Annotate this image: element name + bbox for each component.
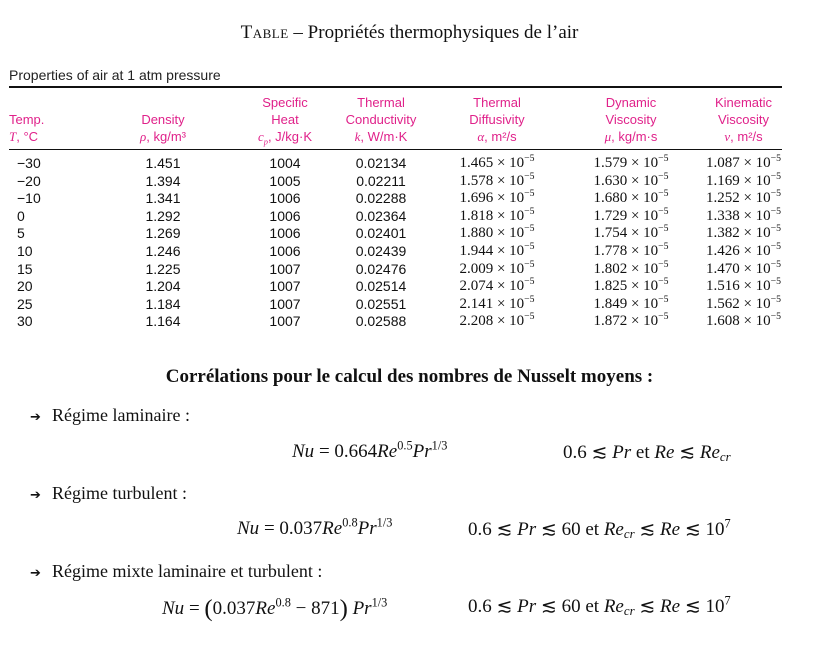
cell-k: 0.02401 bbox=[355, 225, 407, 242]
header-symbol: c bbox=[257, 129, 264, 144]
header-line: Conductivity bbox=[345, 112, 417, 127]
cell-mu: $1.872 \times 10^{-5}$ bbox=[593, 311, 669, 330]
cell-mu: $1.778 \times 10^{-5}$ bbox=[593, 240, 669, 259]
header-symbol: k bbox=[354, 129, 361, 144]
cond-high: 10 bbox=[705, 519, 725, 540]
cell-mu: $1.630 \times 10^{-5}$ bbox=[593, 170, 669, 189]
cell-mu: $1.680 \times 10^{-5}$ bbox=[593, 188, 669, 207]
bullet-label: Régime laminaire : bbox=[52, 405, 190, 425]
cell-cp: 1007 bbox=[269, 278, 301, 295]
cell-rho: 1.341 bbox=[145, 190, 181, 207]
header-line: Viscosity bbox=[605, 112, 657, 127]
cell-alpha: $1.696 \times 10^{-5}$ bbox=[459, 188, 535, 207]
cell-cp: 1007 bbox=[269, 295, 301, 312]
bullet-turbulent bbox=[30, 483, 187, 504]
header-unit: , m²/s bbox=[484, 129, 517, 144]
cell-k: 0.02514 bbox=[355, 278, 407, 295]
cond-low: 0.6 bbox=[468, 596, 492, 617]
header-symbol: μ bbox=[604, 129, 612, 144]
cell-cp: 1007 bbox=[269, 313, 301, 330]
header-symbol: T bbox=[9, 129, 17, 144]
arrow-icon: ➔ bbox=[30, 488, 41, 503]
cell-cp: 1006 bbox=[269, 190, 301, 207]
header-unit: , W/m·K bbox=[360, 129, 408, 144]
cond-low: 0.6 bbox=[563, 442, 587, 463]
cell-t: 25 bbox=[17, 295, 33, 312]
cond-high: 10 bbox=[705, 596, 725, 617]
cell-alpha: $2.074 \times 10^{-5}$ bbox=[459, 276, 535, 295]
arrow-icon: ➔ bbox=[30, 566, 41, 581]
cell-k: 0.02551 bbox=[355, 295, 407, 312]
cell-nu: $1.087 \times 10^{-5}$ bbox=[705, 153, 782, 171]
header-line: Thermal bbox=[473, 95, 521, 110]
table-row bbox=[9, 313, 782, 331]
page-title bbox=[0, 22, 819, 44]
cell-mu: $1.754 \times 10^{-5}$ bbox=[593, 223, 669, 242]
bullet-label: Régime mixte laminaire et turbulent : bbox=[52, 561, 323, 581]
equation-laminar: $Nu = 0.664Re^{0.5}Pr^{1/3}$ bbox=[292, 438, 448, 462]
header-unit: , kg/m·s bbox=[611, 129, 658, 144]
cond-et: et bbox=[631, 442, 655, 463]
condition-turbulent: 0.6 ≲ Pr ≲ 60 et Recr ≲ Re ≲ $10^7$ bbox=[468, 516, 731, 541]
cond-mid: 60 bbox=[561, 596, 581, 617]
cell-alpha: $2.208 \times 10^{-5}$ bbox=[459, 311, 535, 330]
cell-t: 5 bbox=[17, 225, 25, 242]
cell-mu: $1.802 \times 10^{-5}$ bbox=[593, 258, 669, 277]
header-symbol: ν bbox=[724, 129, 731, 144]
cell-alpha: $1.578 \times 10^{-5}$ bbox=[459, 170, 535, 189]
cond-high-exp: 7 bbox=[724, 593, 731, 608]
cell-t: 0 bbox=[17, 207, 25, 224]
header-line: Density bbox=[141, 112, 185, 127]
condition-mixed: 0.6 ≲ Pr ≲ 60 et Recr ≲ Re ≲ $10^7$ bbox=[468, 593, 731, 618]
cell-cp: 1006 bbox=[269, 225, 301, 242]
cell-cp: 1007 bbox=[269, 260, 301, 277]
cell-t: −30 bbox=[17, 155, 41, 171]
header-line: Heat bbox=[271, 112, 299, 127]
cell-t: −20 bbox=[17, 172, 41, 189]
cell-k: 0.02134 bbox=[355, 155, 407, 171]
table-caption: Properties of air at 1 atm pressure bbox=[9, 67, 221, 83]
cell-nu: $1.516 \times 10^{-5}$ bbox=[705, 276, 782, 295]
coef: 0.664 bbox=[334, 441, 378, 462]
cell-k: 0.02439 bbox=[355, 242, 407, 259]
bullet-mixed bbox=[30, 561, 322, 582]
cell-alpha: $1.944 \times 10^{-5}$ bbox=[459, 240, 535, 259]
table-header-row bbox=[9, 94, 782, 149]
cell-alpha: $2.009 \times 10^{-5}$ bbox=[459, 258, 535, 277]
cell-rho: 1.246 bbox=[145, 242, 181, 259]
cond-high-exp: 7 bbox=[724, 516, 731, 531]
cell-k: 0.02588 bbox=[355, 313, 407, 330]
cell-cp: 1006 bbox=[269, 207, 301, 224]
equation-turbulent: $Nu = 0.037Re^{0.8}Pr^{1/3}$ bbox=[237, 515, 393, 539]
cell-alpha: $2.141 \times 10^{-5}$ bbox=[459, 293, 535, 312]
header-subscript: p bbox=[263, 136, 268, 147]
cell-mu: $1.849 \times 10^{-5}$ bbox=[593, 293, 669, 312]
pr-exponent: 1/3 bbox=[371, 595, 388, 610]
column-header bbox=[9, 94, 81, 149]
column-header bbox=[557, 94, 705, 149]
cell-alpha: $1.818 \times 10^{-5}$ bbox=[459, 205, 535, 224]
pr-exponent: 1/3 bbox=[376, 515, 393, 530]
cell-nu: $1.608 \times 10^{-5}$ bbox=[705, 311, 782, 330]
cell-nu: $1.470 \times 10^{-5}$ bbox=[705, 258, 782, 277]
cell-nu: $1.169 \times 10^{-5}$ bbox=[705, 170, 782, 189]
cell-k: 0.02476 bbox=[355, 260, 407, 277]
arrow-icon: ➔ bbox=[30, 410, 41, 425]
cell-cp: 1004 bbox=[269, 155, 301, 171]
header-unit: , J/kg·K bbox=[267, 129, 313, 144]
cell-mu: $1.729 \times 10^{-5}$ bbox=[593, 205, 669, 224]
title-prefix: Table bbox=[240, 22, 289, 43]
header-line: Diffusivity bbox=[469, 112, 525, 127]
cond-et: et bbox=[580, 596, 604, 617]
cell-t: −10 bbox=[17, 190, 41, 207]
header-line: Viscosity bbox=[717, 112, 770, 127]
header-symbol: ρ bbox=[140, 129, 147, 144]
cell-k: 0.02288 bbox=[355, 190, 407, 207]
column-header bbox=[245, 94, 325, 149]
coef: 0.037 bbox=[212, 598, 256, 619]
table-body bbox=[9, 149, 782, 331]
header-line: Dynamic bbox=[605, 95, 657, 110]
title-text: – Propriétés thermophysiques de l’air bbox=[288, 22, 579, 43]
cell-alpha: $1.880 \times 10^{-5}$ bbox=[459, 223, 535, 242]
cell-mu: $1.579 \times 10^{-5}$ bbox=[593, 153, 669, 171]
header-line: Thermal bbox=[357, 95, 405, 110]
cell-t: 15 bbox=[17, 260, 33, 277]
column-header bbox=[705, 94, 782, 149]
re-exponent: 0.5 bbox=[397, 438, 413, 453]
equation-mixed: $Nu = (0.037Re^{0.8} - 871)$ $Pr^{1/3}$ bbox=[162, 595, 388, 622]
condition-laminar: 0.6 ≲ Pr et Re ≲ Recr bbox=[563, 442, 731, 464]
re-exponent: 0.8 bbox=[275, 595, 291, 610]
cell-rho: 1.164 bbox=[145, 313, 181, 330]
table-top-rule bbox=[9, 86, 782, 88]
cell-rho: 1.204 bbox=[145, 278, 181, 295]
section-title: Corrélations pour le calcul des nombres de Nusselt moyens : bbox=[165, 366, 654, 387]
re-exponent: 0.8 bbox=[342, 515, 358, 530]
cell-rho: 1.394 bbox=[145, 172, 181, 189]
bullet-label: Régime turbulent : bbox=[52, 483, 187, 503]
minus-term: − 871 bbox=[290, 598, 340, 619]
cell-rho: 1.451 bbox=[145, 155, 181, 171]
cell-t: 20 bbox=[17, 278, 33, 295]
pr-exponent: 1/3 bbox=[431, 438, 448, 453]
air-properties-table bbox=[9, 94, 782, 331]
cell-nu: $1.426 \times 10^{-5}$ bbox=[705, 240, 782, 259]
cell-t: 10 bbox=[17, 242, 33, 259]
header-symbol: α bbox=[477, 129, 485, 144]
cond-et: et bbox=[580, 519, 604, 540]
header-line: Specific bbox=[262, 95, 308, 110]
cell-k: 0.02364 bbox=[355, 207, 407, 224]
cell-nu: $1.252 \times 10^{-5}$ bbox=[705, 188, 782, 207]
cell-t: 30 bbox=[17, 313, 33, 330]
cell-rho: 1.225 bbox=[145, 260, 181, 277]
table-row bbox=[9, 149, 782, 173]
cell-mu: $1.825 \times 10^{-5}$ bbox=[593, 276, 669, 295]
cell-nu: $1.338 \times 10^{-5}$ bbox=[705, 205, 782, 224]
cond-low: 0.6 bbox=[468, 519, 492, 540]
bullet-laminar bbox=[30, 405, 190, 426]
coef: 0.037 bbox=[279, 518, 323, 539]
cell-nu: $1.382 \times 10^{-5}$ bbox=[705, 223, 782, 242]
cond-mid: 60 bbox=[561, 519, 581, 540]
column-header bbox=[437, 94, 557, 149]
cell-k: 0.02211 bbox=[356, 172, 406, 189]
cell-cp: 1006 bbox=[269, 242, 301, 259]
cell-alpha: $1.465 \times 10^{-5}$ bbox=[459, 153, 535, 171]
header-unit: , kg/m³ bbox=[146, 129, 186, 144]
cell-nu: $1.562 \times 10^{-5}$ bbox=[705, 293, 782, 312]
cell-cp: 1005 bbox=[269, 172, 301, 189]
header-line: Temp. bbox=[9, 112, 45, 127]
header-unit: , °C bbox=[16, 129, 39, 144]
column-header bbox=[325, 94, 437, 149]
cell-rho: 1.184 bbox=[145, 295, 181, 312]
cell-rho: 1.269 bbox=[145, 225, 181, 242]
column-header bbox=[81, 94, 245, 149]
cell-rho: 1.292 bbox=[145, 207, 181, 224]
header-line: Kinematic bbox=[714, 95, 773, 110]
header-unit: , m²/s bbox=[730, 129, 763, 144]
